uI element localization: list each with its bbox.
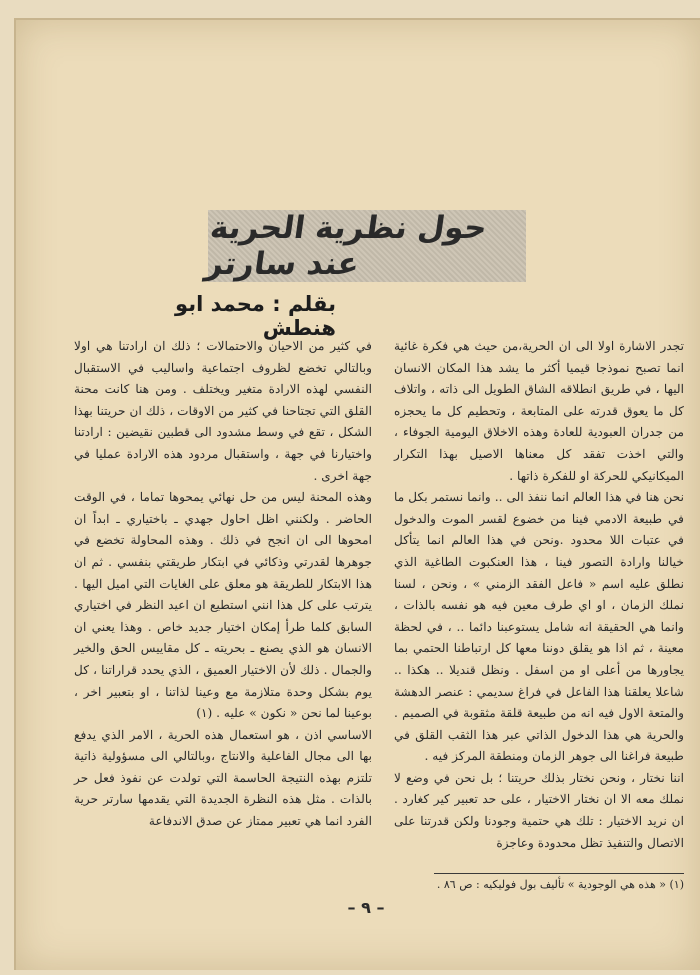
paragraph: تجدر الاشارة اولا الى ان الحرية،من حيث هي فكرة غائية انما تصبح نموذجا قيميا أكثر ما يشد هذا المكان الانسان اليها ، في طريق انطلاقه الشاق الطويل الى ذاته ، واتلاف كل ما يعوق قدرته على المتابعة ، وتحطيم كل ما يحجزه من جدران العبودية للعادة وهذه الاخلاق اليومية الجوفاء ، والتي اخذت تفقد كل معناها الاصيل بهذا التكرار الميكانيكي للحركة او للفكرة ذاتها . xyxy=(394,339,684,483)
footnote-divider xyxy=(434,873,684,874)
article-title: حول نظرية الحرية عند سارتر xyxy=(202,210,490,282)
footnote: (١) « هذه هي الوجودية » تأليف بول فوليكيه : ص ٨٦ . xyxy=(436,878,684,891)
text-column-right xyxy=(394,336,684,854)
paragraph: الاساسي اذن ، هو استعمال هذه الحرية ، الامر الذي يدفع بها الى مجال الفاعلية والانتاج ،وبالتالي الى مسؤولية ذاتية تلتزم بهذه النتيجة الحاسمة التي تولدت عن نفوذ فعل حر بالذات . مثل هذه النظرة الجديدة التي يقدمها سارتر حرية الفرد انما هي تعبير ممتاز عن صدق الاندفاعة xyxy=(74,727,372,829)
page-number: – ٩ – xyxy=(347,898,385,917)
text-column-left xyxy=(74,336,372,833)
paragraph: في كثير من الاحيان والاحتمالات ؛ ذلك ان ارادتنا هي اولا وبالتالي تخضع لظروف اجتماعية واساليب في الاستقبال النفسي لهذه الارادة متغير ويختلف . ومن هنا كانت محنة القلق التي تجتاحنا في كثير من الاوقات ، ذلك ان حريتنا بهذا الشكل ، تقع في وسط مشدود الى قطبين نقيضين : ارادتنا واختيارنا في جهة ، واستقبال مردود هذه الارادة عمليا في جهة اخرى . xyxy=(74,339,372,483)
magazine-page xyxy=(14,18,700,970)
paragraph: اننا نختار ، ونحن نختار بذلك حريتنا ؛ بل نحن في وضع لا نملك معه الا ان نختار الاختيار ، على حد تعبير كير كغارد . ان نريد الاختيار : تلك هي حتمية وجودنا ولكن قدرتنا على الاتصال والتنفيذ تظل محدودة وعاجزة xyxy=(394,770,684,850)
paragraph: نحن هنا في هذا العالم انما ننفذ الى .. وانما نستمر بكل ما في طبيعة الادمي فينا من خضوع لقسر الموت والدخول في عتبات اللا محدود .ونحن في هذا العالم انما يتأكل خيالنا وارادة التصور فينا ، هذا العنكبوت الطاغية الذي نطلق عليه اسم « فاعل الفقد الزمني » ، ونحن ، لسنا نملك الزمان ، او اي طرف معين فيه هو نفسه بالذات ، وانما هي الحقيقة انه شامل يستوعبنا دائما .. ، في لحظة معينة ، ثم اذا هو يقلق دوننا معها كل ارتباطنا الحتمي بما يجاورها من أعلى او من اسفل . ونظل قنديلا .. هكذا .. شاعلا يعلقنا هذا الفاعل في فراغ سديمي : عنصر الدهشة والمتعة الاول فيه انه من طبيعة قلقة مثقوبة في الصميم . والحرية هي هذا الدخول الذاتي عبر هذا الثقب القلق في طبيعة فراغنا الى جوهر الزمان ومنطقة المركز فيه . xyxy=(394,490,684,764)
author-byline: بقلم : محمد ابو هنطش xyxy=(175,292,336,340)
paragraph: وهذه المحنة ليس من حل نهائي يمحوها تماما ، في الوقت الحاضر . ولكنني اظل احاول جهدي ـ باختياري ـ ابداً ان امحوها الى ان انجح في ذلك . وهذه المحاولة تخضع في جوهرها لقدرتي وذكائي في ابتكار طريقتي بنفسي . ثم ان هذا الابتكار للطريقة هو معلق على الغايات التي اميل اليها . يترتب على كل هذا انني استطيع ان اعيد النظر في اختياري السابق كلما طرأ إمكان اختيار جديد خاص . وهذا يعني ان الانسان هو الذي يصنع ـ بحريته ـ كل مقاييس الحق والخير والجمال . ذلك لأن الاختيار العميق ، الذي يحدد قراراتنا ، كل يوم بشكل وحدة متلازمة مع وعينا لذاتنا ، او بتعبير اخر ، بوعينا لما نحن « نكون » عليه . (١) xyxy=(74,490,372,721)
title-banner xyxy=(202,210,526,282)
